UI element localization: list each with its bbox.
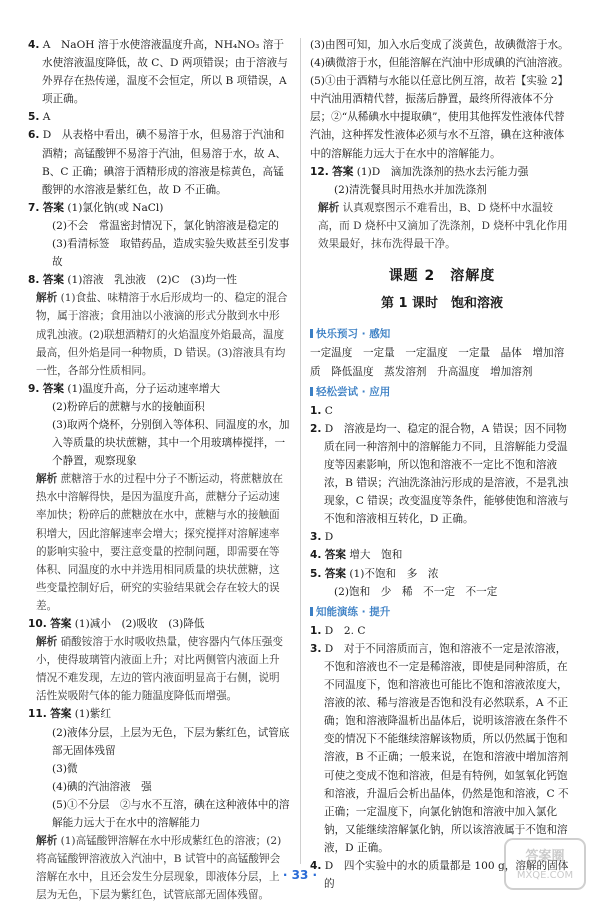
line-text: A — [42, 111, 51, 124]
question-number: 5. — [310, 567, 322, 580]
answer-line — [28, 199, 290, 217]
section-preview-body — [310, 344, 574, 380]
answer-line — [310, 640, 574, 857]
line-text: (3)取两个烧杯，分别倒入等体积、同温度的水，加入等质量的块状蔗糖，其中一个用玻璃棒搅拌，一个静置，观察现象 — [52, 418, 290, 468]
line-text: (2)粉碎后的蔗糖与水的接触面积 — [52, 400, 205, 413]
line-text: 一定温度 一定量 一定温度 一定量 晶体 增加溶质 降低温度 蒸发溶剂 升高温度 增加溶剂 — [310, 347, 565, 378]
question-number: 8. — [28, 274, 40, 287]
question-number: 2. — [310, 422, 322, 435]
question-number: 11. — [28, 708, 47, 721]
line-text: (1)减小 (2)吸收 (3)降低 — [74, 618, 205, 630]
question-number: 9. — [28, 382, 40, 395]
explanation-label: 解析 — [36, 473, 58, 486]
line-text: (2)不会 常温密封情况下，氯化钠溶液是稳定的 — [52, 219, 279, 232]
answer-line — [310, 163, 574, 181]
line-text: (3)微 — [52, 762, 78, 775]
question-number: 4. — [310, 860, 322, 873]
answer-label: 答案 — [332, 165, 354, 178]
right-column — [310, 36, 574, 893]
section-practice-heading: 轻松尝试 · 应用 — [310, 383, 574, 401]
explanation — [310, 199, 574, 253]
line-text: D 对于不同溶质而言，饱和溶液不一定是浓溶液，不饱和溶液也不一定是稀溶液，即使是同种溶质，在不同温度下，饱和溶液也可能比不饱和溶液浓度大，溶液的浓、稀与溶液是否饱和没有必然联系，A 不正确；饱和溶液降温析出晶体后，说明该溶液在条件不变的情况下不能继续溶解该物质，所以仍然属于饱和溶液，B 不正确；一般来说，在饱和溶液中增加溶剂可使之变成不饱和溶液，但是有特例，如氢氧化钙饱和溶液，升温后会析出晶体，仍然是饱和溶液，C 不正确；一定温度下，向氯化钠饱和溶液中加入氯化钠，又能继续溶解氯化钠，所以该溶液属于不饱和溶液，D 正确。 — [324, 642, 569, 854]
line-text: D 2. C — [324, 624, 366, 637]
line-text: D — [324, 531, 334, 544]
section-improve-heading: 知能演练 · 提升 — [310, 603, 574, 621]
answer-line — [310, 420, 574, 529]
line-text: (1)溶液 乳浊液 (2)C (3)均一性 — [67, 274, 237, 287]
line-text: (1)食盐、味精溶于水后形成均一的、稳定的混合物，属于溶液；食用油以小液滴的形式分散到水中形成乳浊液。(2)联想酒精灯的火焰温度外焰最高，温度最高，但外焰是同一种物质，D 错误。(3)溶液具有均一性，各部分性质相同。 — [36, 292, 288, 377]
explanation-label: 解析 — [36, 835, 58, 848]
line-text: (2)清洗餐具时用热水并加洗涤剂 — [334, 183, 487, 196]
line-text: (3)看清标签 取错药品，造成实验失败甚至引发事故 — [52, 238, 290, 269]
lesson-title: 第 1 课时 饱和溶液 — [380, 296, 504, 312]
question-number: 10. — [28, 618, 47, 630]
line-text: (2)饱和 少 稀 不一定 不一定 — [334, 585, 498, 598]
chapter-title: 课题 2 溶解度 — [388, 268, 496, 285]
line-text: D 从表格中看出，碘不易溶于水，但易溶于汽油和酒精；高锰酸钾不易溶于汽油，但易溶于水，故 A、B、C 正确；碘溶于酒精形成的溶液是棕黄色，高锰酸钾的水溶液是紫红色，故 D 不正确。 — [42, 129, 287, 196]
answer-line — [310, 181, 574, 199]
question-number: 1. — [310, 404, 322, 417]
answer-label: 答案 — [42, 382, 64, 395]
answer-line — [310, 528, 574, 546]
line-text: C — [324, 404, 333, 417]
svg-text:答案圈: 答案圈 — [525, 849, 565, 864]
question-number: 3. — [310, 642, 322, 655]
line-text: (1)不饱和 多 浓 — [349, 567, 439, 580]
line-text: (1)氯化钠(或 NaCl) — [67, 201, 164, 214]
line-text: (5)①不分层 ②与水不互溶，碘在这种液体中的溶解能力远大于在水中的溶解能力 — [52, 798, 290, 830]
answer-label: 答案 — [50, 618, 72, 630]
answer-line — [310, 344, 574, 380]
left-column — [28, 36, 290, 905]
answer-line — [28, 108, 290, 126]
question-number: 4. — [310, 549, 322, 562]
answer-label: 答案 — [42, 274, 64, 287]
answer-line — [310, 546, 574, 564]
answer-line — [28, 796, 290, 832]
answer-line — [28, 380, 290, 398]
question-number: 12. — [310, 165, 329, 178]
answer-label: 答案 — [42, 201, 64, 214]
answer-line — [310, 565, 574, 583]
line-text: (3)由图可知，加入水后变成了淡黄色，故碘微溶于水。(4)碘微溶于水，但能溶解在汽油中形成碘的汽油溶液。(5)①由于酒精与水能以任意比例互溶，故若【实验 2】中汽油用酒精代替，振荡后静置，最终所得液体不分层；②“从稀碘水中提取碘”，使用其他挥发性液体代替汽油，这种挥发性液体必须与水不互溶，碘在这种液体中的溶解能力远大于在水中的溶解能力。 — [310, 39, 569, 160]
line-text: (1)温度升高，分子运动速率增大 — [67, 382, 221, 395]
answer-label: 答案 — [50, 708, 72, 721]
answer-line — [310, 583, 574, 601]
answer-line — [310, 622, 574, 640]
line-text: (1)紫红 — [74, 708, 111, 721]
answer-line — [28, 126, 290, 198]
question-number: 5. — [28, 111, 40, 124]
answer-line — [28, 705, 290, 723]
answer-line — [310, 402, 574, 420]
page-number: · 33 · — [282, 868, 318, 882]
answer-line — [28, 416, 290, 470]
line-text: D 四个实验中的水的质量都是 100 g，溶解的固体的 — [324, 860, 569, 891]
answer-line — [28, 760, 290, 778]
line-text: (2)液体分层，上层为无色，下层为紫红色，试管底部无固体残留 — [52, 726, 290, 757]
section-preview-heading: 快乐预习 · 感知 — [310, 325, 574, 343]
line-text: 硝酸铵溶于水时吸收热量，使容器内气体压强变小，使得玻璃管内液面上升；对比两侧管内液面上升情况不难发现，左边的管内液面明显高于右侧，说明活性炭吸附气体的能力随温度降低而增强。 — [36, 636, 284, 703]
line-text: D 溶液是均一、稳定的混合物，A 错误；因不同物质在同一种溶剂中的溶解能力不同，且溶解能力受温度等因素影响，所以饱和溶液不一定比不饱和溶液浓，B 错误；汽油洗涤油污形成的是溶液，不是乳浊现象，C 错误；改变温度等条件，能够使饱和溶液与不饱和溶液相互转化，D 正确。 — [324, 422, 569, 526]
answer-line — [28, 235, 290, 271]
explanation — [28, 289, 290, 379]
answer-line — [28, 36, 290, 108]
line-text: 蔗糖溶于水的过程中分子不断运动，将蔗糖放在热水中溶解得快，是因为温度升高，蔗糖分子运动速率加快；粉碎后的蔗糖放在水中，蔗糖与水的接触面积增大，因此溶解速率会增大；探究搅拌对溶解速率的影响实验中，要注意变量的控制问题，即需要在等体积、同温度的水中并选用相同质量的块状蔗糖，这些变量控制好后，研究的实验结果就会存在较大的误差。 — [36, 473, 284, 612]
line-text: (1)D 滴加洗涤剂的热水去污能力强 — [356, 165, 529, 178]
line-text: 认真观察图示不难看出，B、D 烧杯中水温较高，而 D 烧杯中又滴加了洗涤剂，D 烧杯中乳化作用效果最好，抹布洗得最干净。 — [318, 201, 568, 251]
question-number: 1. — [310, 624, 322, 637]
question-number: 7. — [28, 201, 40, 214]
answer-label: 答案 — [324, 567, 346, 580]
answer-line — [28, 724, 290, 760]
line-text: A NaOH 溶于水使溶液温度升高，NH₄NO₃ 溶于水使溶液温度降低，故 C、D 两项错误；由于溶液与外界存在热传递，温度不会恒定，所以 B 项错误，A 项正确。 — [42, 39, 288, 106]
question-number: 3. — [310, 531, 322, 544]
answer-line — [28, 778, 290, 796]
explanation — [28, 633, 290, 705]
line-text: (4)碘的汽油溶液 强 — [52, 780, 152, 793]
right-top-answers — [310, 36, 574, 253]
svg-text:MXQE.COM: MXQE.COM — [516, 870, 574, 881]
explanation-label: 解析 — [36, 636, 58, 649]
explanation-label: 解析 — [36, 292, 58, 305]
answer-label: 答案 — [324, 549, 346, 562]
section-practice-body — [310, 402, 574, 601]
answer-line — [28, 398, 290, 416]
answer-line — [28, 217, 290, 235]
explanation-label: 解析 — [318, 201, 340, 214]
question-number: 4. — [28, 39, 40, 51]
question-number: 6. — [28, 129, 40, 142]
answer-line — [28, 271, 290, 289]
column-divider — [300, 38, 301, 864]
watermark-logo — [504, 838, 586, 890]
answer-line — [310, 36, 574, 163]
line-text: (1)高锰酸钾溶解在水中形成紫红色的溶液；(2)将高锰酸钾溶液放入汽油中，B 试管中的高锰酸钾会溶解在水中，且还会发生分层现象，即液体分层，上层为无色，下层为紫红色，试管底部无固体残留。 — [36, 835, 282, 902]
line-text: 增大 饱和 — [349, 549, 403, 562]
explanation — [28, 470, 290, 615]
answer-line — [28, 615, 290, 633]
